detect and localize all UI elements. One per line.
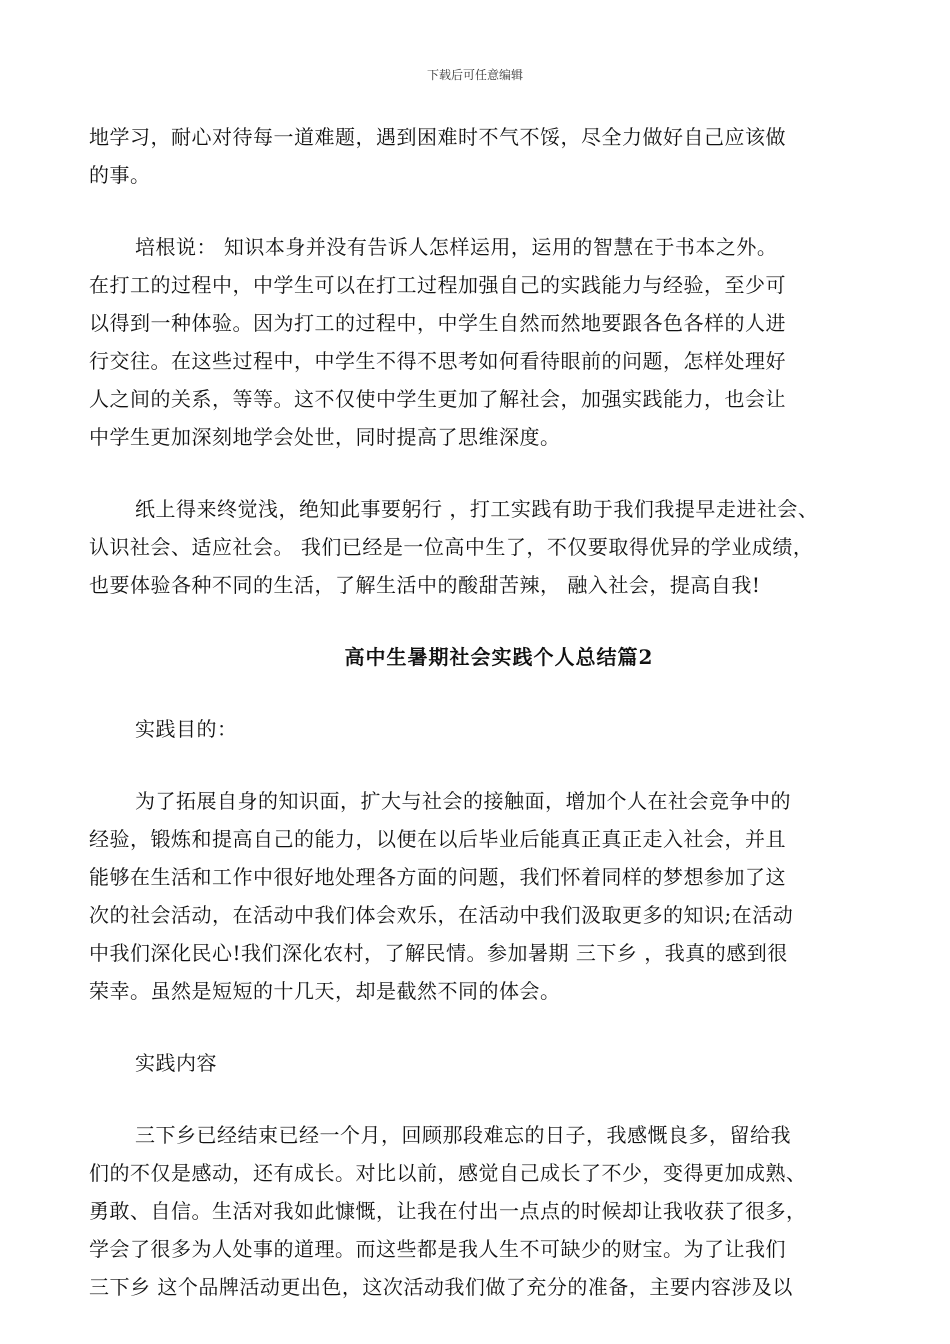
text-line: 学会了很多为人处事的道理。而这些都是我人生不可缺少的财宝。为了让我们	[89, 1237, 786, 1261]
text-line: 也要体验各种不同的生活，了解生活中的酸甜苦辣， 融入社会，提高自我!	[89, 573, 761, 597]
text-line: 次的社会活动，在活动中我们体会欢乐，在活动中我们汲取更多的知识;在活动	[89, 903, 794, 927]
text-line: 们的不仅是感动，还有成长。对比以前，感觉自己成长了不少，变得更加成熟、	[89, 1161, 807, 1185]
text-line: 经验，锻炼和提高自己的能力，以便在以后毕业后能真正真正走入社会，并且	[89, 827, 786, 851]
paragraph-6	[89, 1044, 879, 1082]
document-body	[89, 118, 879, 1306]
paragraph-2	[89, 228, 879, 456]
text-line: 实践目的：	[135, 717, 238, 741]
text-line: 地学习，耐心对待每一道难题，遇到困难时不气不馁，尽全力做好自己应该做	[89, 125, 786, 149]
header-note: 下载后可任意编辑	[426, 68, 523, 82]
text-line: 以得到一种体验。因为打工的过程中，中学生自然而然地要跟各色各样的人进	[89, 311, 786, 335]
text-line: 认识社会、适应社会。 我们已经是一位高中生了，不仅要取得优异的学业成绩，	[89, 535, 814, 559]
text-line: 中我们深化民心!我们深化农村，了解民情。参加暑期 三下乡 ，我真的感到很	[89, 941, 788, 965]
paragraph-7	[89, 1116, 879, 1306]
paragraph-gap	[89, 676, 879, 710]
paragraph-4	[89, 710, 879, 748]
text-line: 实践内容	[135, 1051, 217, 1075]
text-line: 为了拓展自身的知识面，扩大与社会的接触面，增加个人在社会竞争中的	[135, 789, 791, 813]
paragraph-gap	[89, 604, 879, 638]
paragraph-1	[89, 118, 879, 194]
text-line: 能够在生活和工作中很好地处理各方面的问题，我们怀着同样的梦想参加了这	[89, 865, 786, 889]
text-line: 三下乡 这个品牌活动更出色，这次活动我们做了充分的准备，主要内容涉及以	[89, 1275, 793, 1299]
text-line: 勇敢、自信。生活对我如此慷慨，让我在付出一点点的时候却让我收获了很多，	[89, 1199, 807, 1223]
text-line: 培根说： 知识本身并没有告诉人怎样运用，运用的智慧在于书本之外。	[135, 235, 778, 259]
paragraph-gap	[89, 1082, 879, 1116]
paragraph-gap	[89, 456, 879, 490]
text-line: 荣幸。虽然是短短的十几天，却是截然不同的体会。	[89, 979, 561, 1003]
text-line: 在打工的过程中，中学生可以在打工过程加强自己的实践能力与经验，至少可	[89, 273, 786, 297]
paragraph-gap	[89, 194, 879, 228]
text-line: 行交往。在这些过程中，中学生不得不思考如何看待眼前的问题，怎样处理好	[89, 349, 786, 373]
text-line: 三下乡已经结束已经一个月，回顾那段难忘的日子，我感慨良多，留给我	[135, 1123, 791, 1147]
text-line: 人之间的关系，等等。这不仅使中学生更加了解社会，加强实践能力，也会让	[89, 387, 786, 411]
text-line: 纸上得来终觉浅，绝知此事要躬行 ，打工实践有助于我们我提早走进社会、	[135, 497, 819, 521]
section-heading: 高中生暑期社会实践个人总结篇2	[344, 645, 654, 669]
paragraph-5	[89, 782, 879, 1010]
paragraph-gap	[89, 1010, 879, 1044]
paragraph-gap	[89, 748, 879, 782]
text-line: 的事。	[89, 163, 151, 187]
paragraph-3	[89, 490, 879, 604]
text-line: 中学生更加深刻地学会处世，同时提高了思维深度。	[89, 425, 561, 449]
